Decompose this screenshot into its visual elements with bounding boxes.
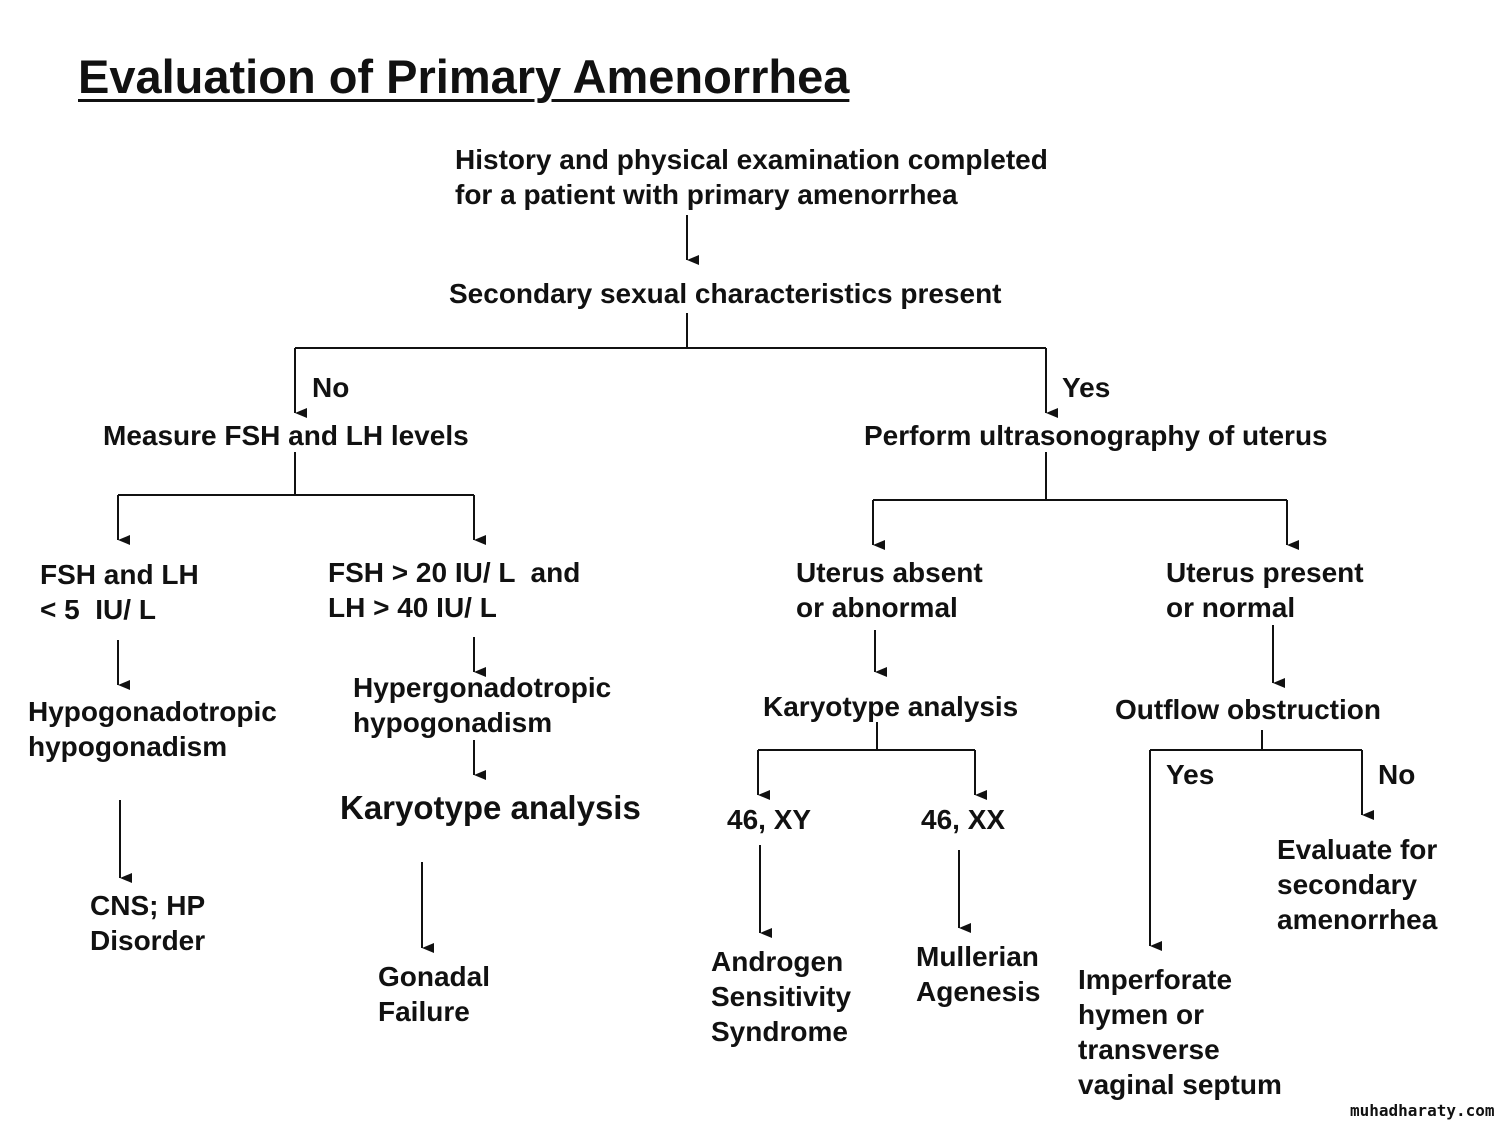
node-line: Evaluate for (1277, 834, 1438, 865)
node-line: Imperforate (1078, 964, 1233, 995)
node-line: amenorrhea (1277, 904, 1438, 935)
node-line: vaginal septum (1078, 1069, 1282, 1100)
node-evaluate-secondary (1277, 832, 1437, 937)
node-line: FSH > 20 IU/ L and (328, 557, 581, 588)
node-line: or normal (1166, 592, 1296, 623)
node-line: Mullerian (916, 941, 1039, 972)
node-line: Androgen (711, 946, 844, 977)
node-line: Agenesis (916, 976, 1041, 1007)
node-line: Uterus present (1166, 557, 1364, 588)
node-line: Failure (378, 996, 470, 1027)
node-low-fsh-lh (40, 557, 199, 627)
node-46xx: 46, XX (921, 804, 1006, 835)
node-secondary-characteristics: Secondary sexual characteristics present (449, 278, 1002, 309)
node-androgen-sensitivity (711, 944, 851, 1049)
node-cns-disorder (90, 888, 205, 958)
node-line: Syndrome (711, 1016, 848, 1047)
node-line: hypogonadism (353, 707, 553, 738)
node-high-fsh-lh (328, 555, 580, 625)
node-line: Disorder (90, 925, 206, 956)
node-karyotype-left: Karyotype analysis (340, 789, 641, 826)
node-line: hymen or (1078, 999, 1205, 1030)
node-imperforate-hymen (1078, 962, 1282, 1102)
node-hypogonadotropic (28, 694, 277, 764)
page-title: Evaluation of Primary Amenorrhea (78, 50, 850, 103)
label-outflow-yes: Yes (1166, 759, 1215, 790)
label-outflow-no: No (1378, 759, 1416, 790)
node-line: or abnormal (796, 592, 958, 623)
node-ultrasonography: Perform ultrasonography of uterus (864, 420, 1328, 451)
node-line: Uterus absent (796, 557, 983, 588)
node-measure-fsh-lh: Measure FSH and LH levels (103, 420, 469, 451)
label-yes: Yes (1062, 372, 1111, 403)
node-hypergonadotropic (353, 670, 611, 740)
label-no: No (312, 372, 350, 403)
node-line: LH > 40 IU/ L (328, 592, 497, 623)
watermark: muhadharaty.com (1350, 1101, 1495, 1120)
node-line: Sensitivity (711, 981, 852, 1012)
node-karyotype-right: Karyotype analysis (763, 691, 1019, 722)
node-line: for a patient with primary amenorrhea (455, 179, 958, 210)
node-line: Hypergonadotropic (353, 672, 612, 703)
node-mullerian-agenesis (916, 939, 1041, 1009)
node-uterus-absent (796, 555, 983, 625)
node-line: FSH and LH (40, 559, 199, 590)
node-line: Hypogonadotropic (28, 696, 277, 727)
node-line: < 5 IU/ L (40, 594, 156, 625)
node-gonadal-failure (378, 959, 490, 1029)
node-line: Gonadal (378, 961, 491, 992)
node-line: transverse (1078, 1034, 1220, 1065)
node-outflow-obstruction: Outflow obstruction (1115, 694, 1381, 725)
node-line: hypogonadism (28, 731, 228, 762)
node-46xy: 46, XY (727, 804, 812, 835)
node-start (455, 142, 1048, 212)
node-uterus-present (1166, 555, 1364, 625)
node-line: CNS; HP (90, 890, 206, 921)
node-line: History and physical examination completed (455, 144, 1048, 175)
node-line: secondary (1277, 869, 1418, 900)
